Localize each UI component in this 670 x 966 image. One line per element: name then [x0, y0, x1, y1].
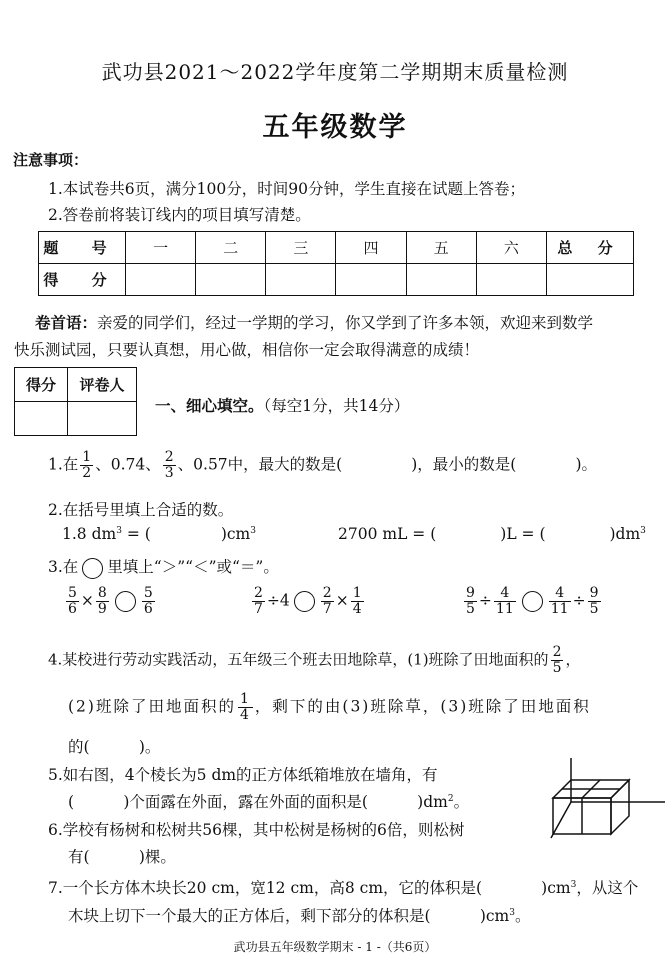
fraction — [252, 586, 265, 617]
denominator: 11 — [550, 601, 569, 617]
section-1-heading — [155, 394, 409, 416]
denominator: 3 — [164, 465, 174, 481]
q7-text: ，从这个 — [576, 879, 639, 897]
numerator: 1 — [352, 585, 362, 601]
score-input-cell[interactable] — [406, 264, 476, 296]
denominator: 7 — [322, 601, 332, 617]
score-input-cell[interactable] — [126, 264, 196, 296]
question-5-line-1: 5.如右图，4个棱长为5 dm的正方体纸箱堆放在墙角，有 — [48, 766, 438, 784]
q2-text: )L = ( — [500, 525, 546, 543]
page-footer: 武功县五年级数学期末 - 1 -（共6页） — [233, 940, 437, 954]
numerator: 4 — [549, 586, 571, 602]
answer-blank[interactable] — [516, 456, 575, 474]
preface-label: 卷首语： — [35, 314, 98, 332]
operator: ÷ — [478, 591, 492, 610]
q4-text: 4.某校进行劳动实践活动，五年级三个班去田地除草，(1)班除了田地面积的 — [48, 650, 549, 669]
denominator: 7 — [254, 601, 263, 617]
notice-heading: 注意事项： — [13, 151, 89, 169]
denominator: 5 — [589, 601, 599, 617]
q3-expression-1 — [64, 586, 157, 617]
circle-icon — [82, 558, 103, 579]
q2-text: 2700 mL = ( — [338, 525, 437, 543]
fraction — [238, 692, 253, 723]
score-cell: 总 分 — [547, 232, 634, 264]
exam-title: 武功县2021～2022学年度第二学期期末质量检测 — [101, 60, 569, 84]
answer-blank[interactable] — [342, 456, 411, 474]
exponent: 3 — [250, 525, 256, 536]
denominator: 11 — [495, 601, 514, 617]
subject-title: 五年级数学 — [262, 112, 408, 143]
q3-expression-2 — [250, 586, 366, 617]
floor-edge — [551, 802, 571, 838]
question-7-line-1 — [48, 876, 638, 898]
q7-text: 7.一个长方体木块长20 cm，宽12 cm，高8 cm，它的体积是( )cm — [48, 879, 571, 897]
q1-text: 、0.74、 — [95, 455, 161, 474]
q2-text: 1.8 dm — [62, 525, 117, 543]
q1-text: )。 — [575, 455, 597, 474]
operator: × — [80, 591, 94, 610]
score-cell: 五 — [406, 232, 476, 264]
numerator: 2 — [164, 449, 174, 465]
compare-circle[interactable] — [115, 591, 136, 612]
preface-line-1 — [35, 311, 593, 333]
denominator: 5 — [466, 601, 475, 617]
fraction — [163, 450, 176, 481]
denominator: 5 — [552, 660, 562, 676]
q4-text: ，剩下的由(3)班除草，(3)班除了田地面积 — [254, 697, 591, 716]
cube-right-face — [611, 780, 629, 834]
preface-line-2: 快乐测试园，只要认真想，用心做，相信你一定会取得满意的成绩！ — [14, 341, 480, 359]
score-cell: 一 — [126, 232, 196, 264]
q1-text: )，最小的数是( — [411, 455, 517, 474]
question-4-line-3: 的( )。 — [68, 738, 161, 756]
numerator: 5 — [68, 585, 77, 601]
score-input-cell[interactable] — [476, 264, 546, 296]
notice-item-1: 1.本试卷共6页，满分100分，时间90分钟，学生直接在试题上答卷； — [48, 180, 525, 198]
question-5-line-2 — [68, 790, 469, 812]
compare-circle[interactable] — [294, 591, 315, 612]
numerator: 2 — [254, 585, 263, 601]
grader-reviewer-label: 评卷人 — [68, 368, 137, 402]
score-table-score-row — [39, 264, 634, 296]
preface-text-1: 亲爱的同学们，经过一学期的学习，你又学到了许多本领，欢迎来到数学 — [97, 314, 594, 332]
score-cell: 题 号 — [39, 232, 126, 264]
denominator: 6 — [68, 601, 77, 617]
q3-expression-3 — [462, 586, 603, 617]
grader-box — [14, 367, 137, 436]
q2-text: = ( — [121, 525, 151, 543]
score-cell: 四 — [336, 232, 406, 264]
q5-text: 。 — [453, 793, 470, 811]
operator: × — [335, 591, 349, 610]
fraction — [549, 586, 571, 617]
question-1 — [48, 450, 597, 481]
question-6-line-1: 6.学校有杨树和松树共56棵，其中松树是杨树的6倍，则松树 — [48, 821, 465, 839]
question-4-line-1 — [48, 645, 581, 676]
grader-reviewer-input[interactable] — [68, 402, 137, 436]
q3-text: 3.在 — [48, 558, 79, 576]
numerator: 1 — [239, 691, 251, 707]
question-4-line-2 — [68, 692, 591, 723]
score-table — [38, 231, 634, 296]
numerator: 2 — [552, 644, 562, 660]
score-input-cell[interactable] — [336, 264, 406, 296]
grader-score-label: 得分 — [15, 368, 68, 402]
q2-part-a — [62, 525, 256, 543]
fraction — [588, 586, 601, 617]
fraction — [551, 645, 564, 676]
fraction — [142, 586, 155, 617]
q2-text: )dm — [609, 525, 641, 543]
fraction — [494, 586, 516, 617]
score-cell: 三 — [266, 232, 336, 264]
q4-text: (2)班除了田地面积的 — [68, 697, 236, 716]
denominator: 6 — [143, 601, 153, 617]
numerator: 9 — [589, 585, 599, 601]
fraction — [66, 586, 79, 617]
question-3 — [48, 555, 279, 579]
numerator: 5 — [143, 585, 153, 601]
numerator: 2 — [322, 585, 332, 601]
notice-item-2: 2.答卷前将装订线内的项目填写清楚。 — [48, 206, 311, 224]
numerator: 1 — [82, 449, 92, 465]
q7-text: 木块上切下一个最大的正方体后，剩下部分的体积是( )cm — [68, 907, 510, 925]
score-cell: 六 — [476, 232, 546, 264]
q3-text: 里填上“＞”“＜”或“＝”。 — [107, 558, 279, 576]
fraction — [321, 586, 334, 617]
denominator: 2 — [82, 465, 92, 481]
question-6-line-2: 有( )棵。 — [68, 848, 176, 866]
section-1-title: 一、细心填空。 — [155, 397, 264, 415]
exponent: 2 — [447, 793, 454, 804]
compare-circle[interactable] — [522, 591, 543, 612]
denominator: 4 — [239, 707, 251, 723]
fraction — [80, 450, 93, 481]
score-table-header-row — [39, 232, 634, 264]
question-2: 2.在括号里填上合适的数。 — [48, 501, 234, 519]
q1-prefix: 1.在 — [48, 455, 79, 474]
score-input-cell[interactable] — [196, 264, 266, 296]
q5-text: ( )个面露在外面，露在外面的面积是( )dm — [68, 793, 448, 811]
numerator: 8 — [97, 585, 107, 601]
operator: ÷ — [572, 591, 586, 610]
exponent: 3 — [570, 879, 577, 890]
numerator: 4 — [494, 586, 516, 602]
question-7-line-2 — [68, 904, 531, 926]
grader-score-input[interactable] — [15, 402, 68, 436]
score-label: 得 分 — [39, 264, 126, 296]
q2-part-b — [338, 525, 646, 543]
denominator: 9 — [97, 601, 107, 617]
score-input-cell[interactable] — [266, 264, 336, 296]
section-1-note: （每空1分，共14分） — [263, 397, 410, 415]
fraction — [96, 586, 109, 617]
score-cell: 二 — [196, 232, 266, 264]
cube-stack-figure — [545, 758, 665, 848]
denominator: 4 — [352, 601, 362, 617]
q2-text: )cm — [220, 525, 251, 543]
fraction — [351, 586, 364, 617]
q7-text: 。 — [514, 907, 531, 925]
q1-text: 、0.57中，最大的数是( — [177, 455, 343, 474]
score-input-cell[interactable] — [547, 264, 634, 296]
exponent: 3 — [116, 525, 122, 536]
numerator: 9 — [466, 585, 475, 601]
q4-text: ， — [565, 650, 581, 669]
operator: ÷4 — [266, 591, 290, 610]
exponent: 3 — [509, 907, 515, 918]
fraction — [464, 586, 477, 617]
exponent: 3 — [640, 525, 646, 536]
